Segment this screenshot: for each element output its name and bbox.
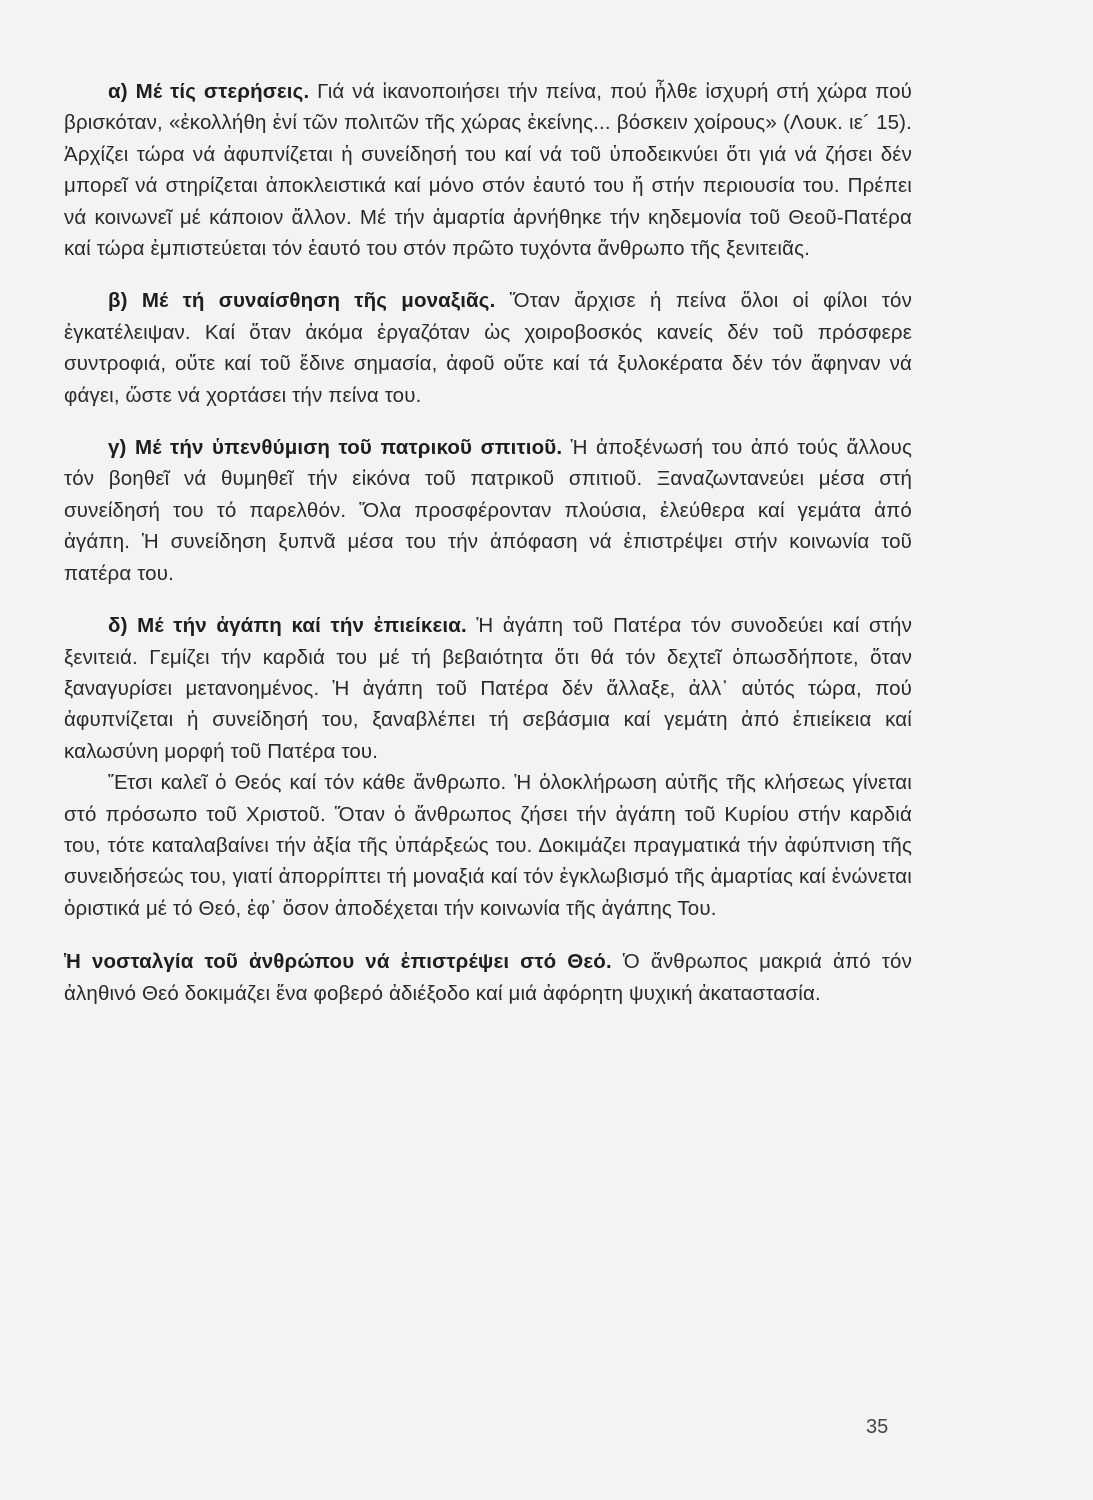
section-b-text: Ὅταν ἄρχισε ἡ πείνα ὅλοι οἱ φίλοι τόν ἐγκατέλειψαν. Καί ὅταν ἀκόμα ἐργαζόταν ὡς χοιροβοσκός κανείς δέν τοῦ πρόσφερε συντροφιά, οὔτε καί τοῦ ἔδινε σημασία, ἀφοῦ οὔτε καί τά ξυλοκέρατα δέν τόν ἄφηναν νά φάγει, ὥστε νά χορτάσει τήν πείνα του. [64,289,912,407]
final-section-heading: Ἡ νοσταλγία τοῦ ἀνθρώπου νά ἐπιστρέψει στό Θεό. [64,950,612,974]
section-c-text: Ἡ ἀποξένωσή του ἀπό τούς ἄλλους τόν βοηθεῖ νά θυμηθεῖ τήν εἰκόνα τοῦ πατρικοῦ σπιτιοῦ. Ξαναζωντανεύει μέσα στή συνείδησή του τό παρελθόν. Ὅλα προσφέρονταν πλούσια, ἐλεύθερα καί γεμάτα ἀπό ἀγάπη. Ἡ συνείδηση ξυπνᾶ μέσα του τήν ἀπόφαση νά ἐπιστρέψει στήν κοινωνία τοῦ πατέρα του. [64,436,912,585]
section-b-paragraph [64,285,912,411]
section-a-text: Γιά νά ἱκανοποιήσει τήν πείνα, πού ἦλθε ἰσχυρή στή χώρα πού βρισκόταν, «ἐκολλήθη ἑνί τῶν πολιτῶν τῆς χώρας ἐκείνης... βόσκειν χοίρους» (Λουκ. ιε´ 15). Ἀρχίζει τώρα νά ἀφυπνίζεται ἡ συνείδησή του καί νά τοῦ ὑποδεικνύει ὅτι γιά νά ζήσει δέν μπορεῖ νά στηρίζεται ἀποκλειστικά καί μόνο στόν ἑαυτό του ἤ στήν περιουσία του. Πρέπει νά κοινωνεῖ μέ κάποιον ἄλλον. Μέ τήν ἁμαρτία ἀρνήθηκε τήν κηδεμονία τοῦ Θεοῦ-Πατέρα καί τώρα ἐμπιστεύεται τόν ἑαυτό του στόν πρῶτο τυχόντα ἄνθρωπο τῆς ξενιτειᾶς. [64,80,912,261]
section-c-paragraph [64,432,912,589]
final-section-paragraph [64,946,912,1009]
section-d-text: Ἡ ἀγάπη τοῦ Πατέρα τόν συνοδεύει καί στήν ξενιτειά. Γεμίζει τήν καρδιά του μέ τή βεβαιότητα ὅτι θά τόν δεχτεῖ ὁπωσδήποτε, ὅταν ξαναγυρίσει μετανοημένος. Ἡ ἀγάπη τοῦ Πατέρα δέν ἄλλαξε, ἀλλ᾽ αὐτός τώρα, πού ἀφυπνίζεται ἡ συνείδησή του, ξαναβλέπει τή σεβάσμια καί γεμάτη ἀπό ἐπιείκεια καί καλωσύνη μορφή τοῦ Πατέρα του. [64,614,912,763]
section-d-heading: δ) Μέ τήν ἀγάπη καί τήν ἐπιείκεια. [108,614,467,638]
page-body [64,76,912,1009]
section-d-paragraph [64,610,912,767]
section-b-heading: β) Μέ τή συναίσθηση τῆς μοναξιᾶς. [108,289,496,313]
section-c-heading: γ) Μέ τήν ὑπενθύμιση τοῦ πατρικοῦ σπιτιοῦ. [108,436,563,460]
section-a-heading: α) Μέ τίς στερήσεις. [108,80,310,103]
closing-paragraph: Ἔτσι καλεῖ ὁ Θεός καί τόν κάθε ἄνθρωπο. Ἡ ὁλοκλήρωση αὐτῆς τῆς κλήσεως γίνεται στό πρόσωπο τοῦ Χριστοῦ. Ὅταν ὁ ἄνθρωπος ζήσει τήν ἀγάπη τοῦ Κυρίου στήν καρδιά του, τότε καταλαβαίνει τήν ἀξία τῆς ὑπάρξεώς του. Δοκιμάζει πραγματικά τήν ἀφύπνιση τῆς συνειδήσεώς του, γιατί ἀπορρίπτει τή μοναξιά καί τόν ἐγκλωβισμό τῆς ἁμαρτίας καί ἑνώνεται ὁριστικά μέ τό Θεό, ἐφ᾽ ὅσον ἀποδέχεται τήν κοινωνία τῆς ἀγάπης Του. [64,771,912,920]
page-number: 35 [866,1416,889,1438]
section-a-paragraph [64,76,912,264]
final-section-text: Ὁ ἄνθρωπος μακριά ἀπό τόν ἀληθινό Θεό δοκιμάζει ἕνα φοβερό ἀδιέξοδο καί μιά ἀφόρητη ψυχική ἀκαταστασία. [64,950,912,1005]
